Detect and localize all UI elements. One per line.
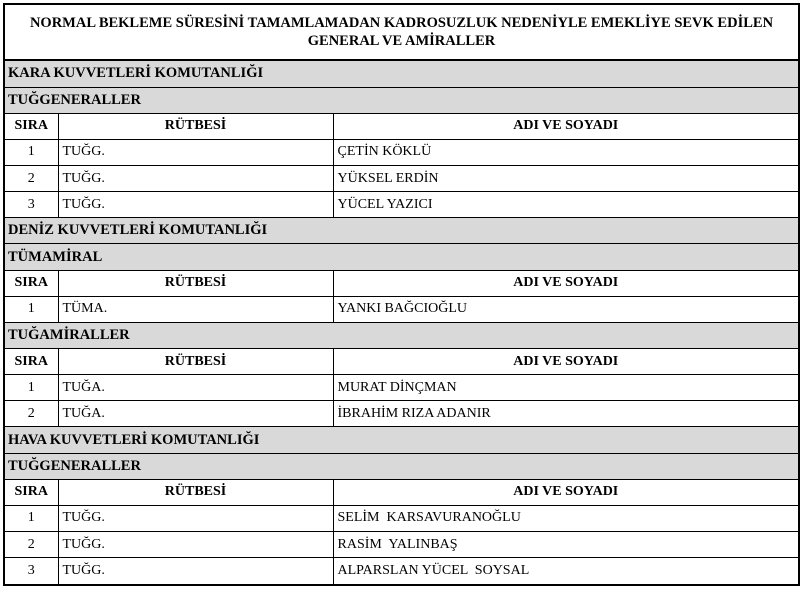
group-row xyxy=(5,453,798,479)
name-cell: SELİM KARSAVURANOĞLU xyxy=(333,505,798,531)
title-line-1: NORMAL BEKLEME SÜRESİNİ TAMAMLAMADAN KADROSUZLUK NEDENİYLE EMEKLİYE SEVK EDİLEN xyxy=(29,15,774,31)
sira-cell: 3 xyxy=(5,558,58,584)
command-row-deniz xyxy=(5,218,798,244)
group-row xyxy=(5,87,798,113)
rutbe-cell: TUĞG. xyxy=(58,558,333,584)
name-cell: ALPARSLAN YÜCEL SOYSAL xyxy=(333,558,798,584)
rutbe-cell: TUĞA. xyxy=(58,401,333,427)
sira-cell: 2 xyxy=(5,166,58,192)
name-cell: YÜCEL YAZICI xyxy=(333,192,798,218)
column-header-row xyxy=(5,349,798,375)
personnel-table xyxy=(5,61,798,584)
table-row xyxy=(5,558,798,584)
column-header-rutbe: RÜTBESİ xyxy=(58,270,333,296)
sira-cell: 1 xyxy=(5,375,58,401)
command-label: DENİZ KUVVETLERİ KOMUTANLIĞI xyxy=(5,218,798,244)
column-header-sira: SIRA xyxy=(5,479,58,505)
rutbe-cell: TUĞG. xyxy=(58,505,333,531)
table-row xyxy=(5,296,798,322)
column-header-ad: ADI VE SOYADI xyxy=(333,479,798,505)
column-header-sira: SIRA xyxy=(5,270,58,296)
name-cell: YANKI BAĞCIOĞLU xyxy=(333,296,798,322)
table-row xyxy=(5,401,798,427)
name-cell: YÜKSEL ERDİN xyxy=(333,166,798,192)
group-label: TUĞGENERALLER xyxy=(5,87,798,113)
rutbe-cell: TUĞG. xyxy=(58,192,333,218)
rutbe-cell: TUĞG. xyxy=(58,139,333,165)
column-header-ad: ADI VE SOYADI xyxy=(333,349,798,375)
sira-cell: 2 xyxy=(5,532,58,558)
sira-cell: 1 xyxy=(5,296,58,322)
table-row xyxy=(5,532,798,558)
group-label: TUĞAMİRALLER xyxy=(5,322,798,348)
title-line-2: GENERAL VE AMİRALLER xyxy=(307,33,496,49)
column-header-row xyxy=(5,479,798,505)
group-row xyxy=(5,244,798,270)
name-cell: ÇETİN KÖKLÜ xyxy=(333,139,798,165)
command-row-kara xyxy=(5,61,798,87)
rutbe-cell: TÜMA. xyxy=(58,296,333,322)
table-row xyxy=(5,139,798,165)
name-cell: RASİM YALINBAŞ xyxy=(333,532,798,558)
table-row xyxy=(5,505,798,531)
document-table xyxy=(3,3,800,586)
rutbe-cell: TUĞA. xyxy=(58,375,333,401)
sira-cell: 1 xyxy=(5,139,58,165)
column-header-rutbe: RÜTBESİ xyxy=(58,479,333,505)
command-row-hava xyxy=(5,427,798,453)
command-label: KARA KUVVETLERİ KOMUTANLIĞI xyxy=(5,61,798,87)
table-row xyxy=(5,375,798,401)
column-header-sira: SIRA xyxy=(5,349,58,375)
sira-cell: 3 xyxy=(5,192,58,218)
table-row xyxy=(5,166,798,192)
rutbe-cell: TUĞG. xyxy=(58,166,333,192)
document-title xyxy=(5,5,798,61)
command-label: HAVA KUVVETLERİ KOMUTANLIĞI xyxy=(5,427,798,453)
group-label: TUĞGENERALLER xyxy=(5,453,798,479)
column-header-rutbe: RÜTBESİ xyxy=(58,113,333,139)
column-header-row xyxy=(5,270,798,296)
group-row xyxy=(5,322,798,348)
sira-cell: 1 xyxy=(5,505,58,531)
sira-cell: 2 xyxy=(5,401,58,427)
column-header-row xyxy=(5,113,798,139)
column-header-ad: ADI VE SOYADI xyxy=(333,113,798,139)
column-header-ad: ADI VE SOYADI xyxy=(333,270,798,296)
column-header-sira: SIRA xyxy=(5,113,58,139)
table-row xyxy=(5,192,798,218)
group-label: TÜMAMİRAL xyxy=(5,244,798,270)
rutbe-cell: TUĞG. xyxy=(58,532,333,558)
column-header-rutbe: RÜTBESİ xyxy=(58,349,333,375)
name-cell: MURAT DİNÇMAN xyxy=(333,375,798,401)
name-cell: İBRAHİM RIZA ADANIR xyxy=(333,401,798,427)
